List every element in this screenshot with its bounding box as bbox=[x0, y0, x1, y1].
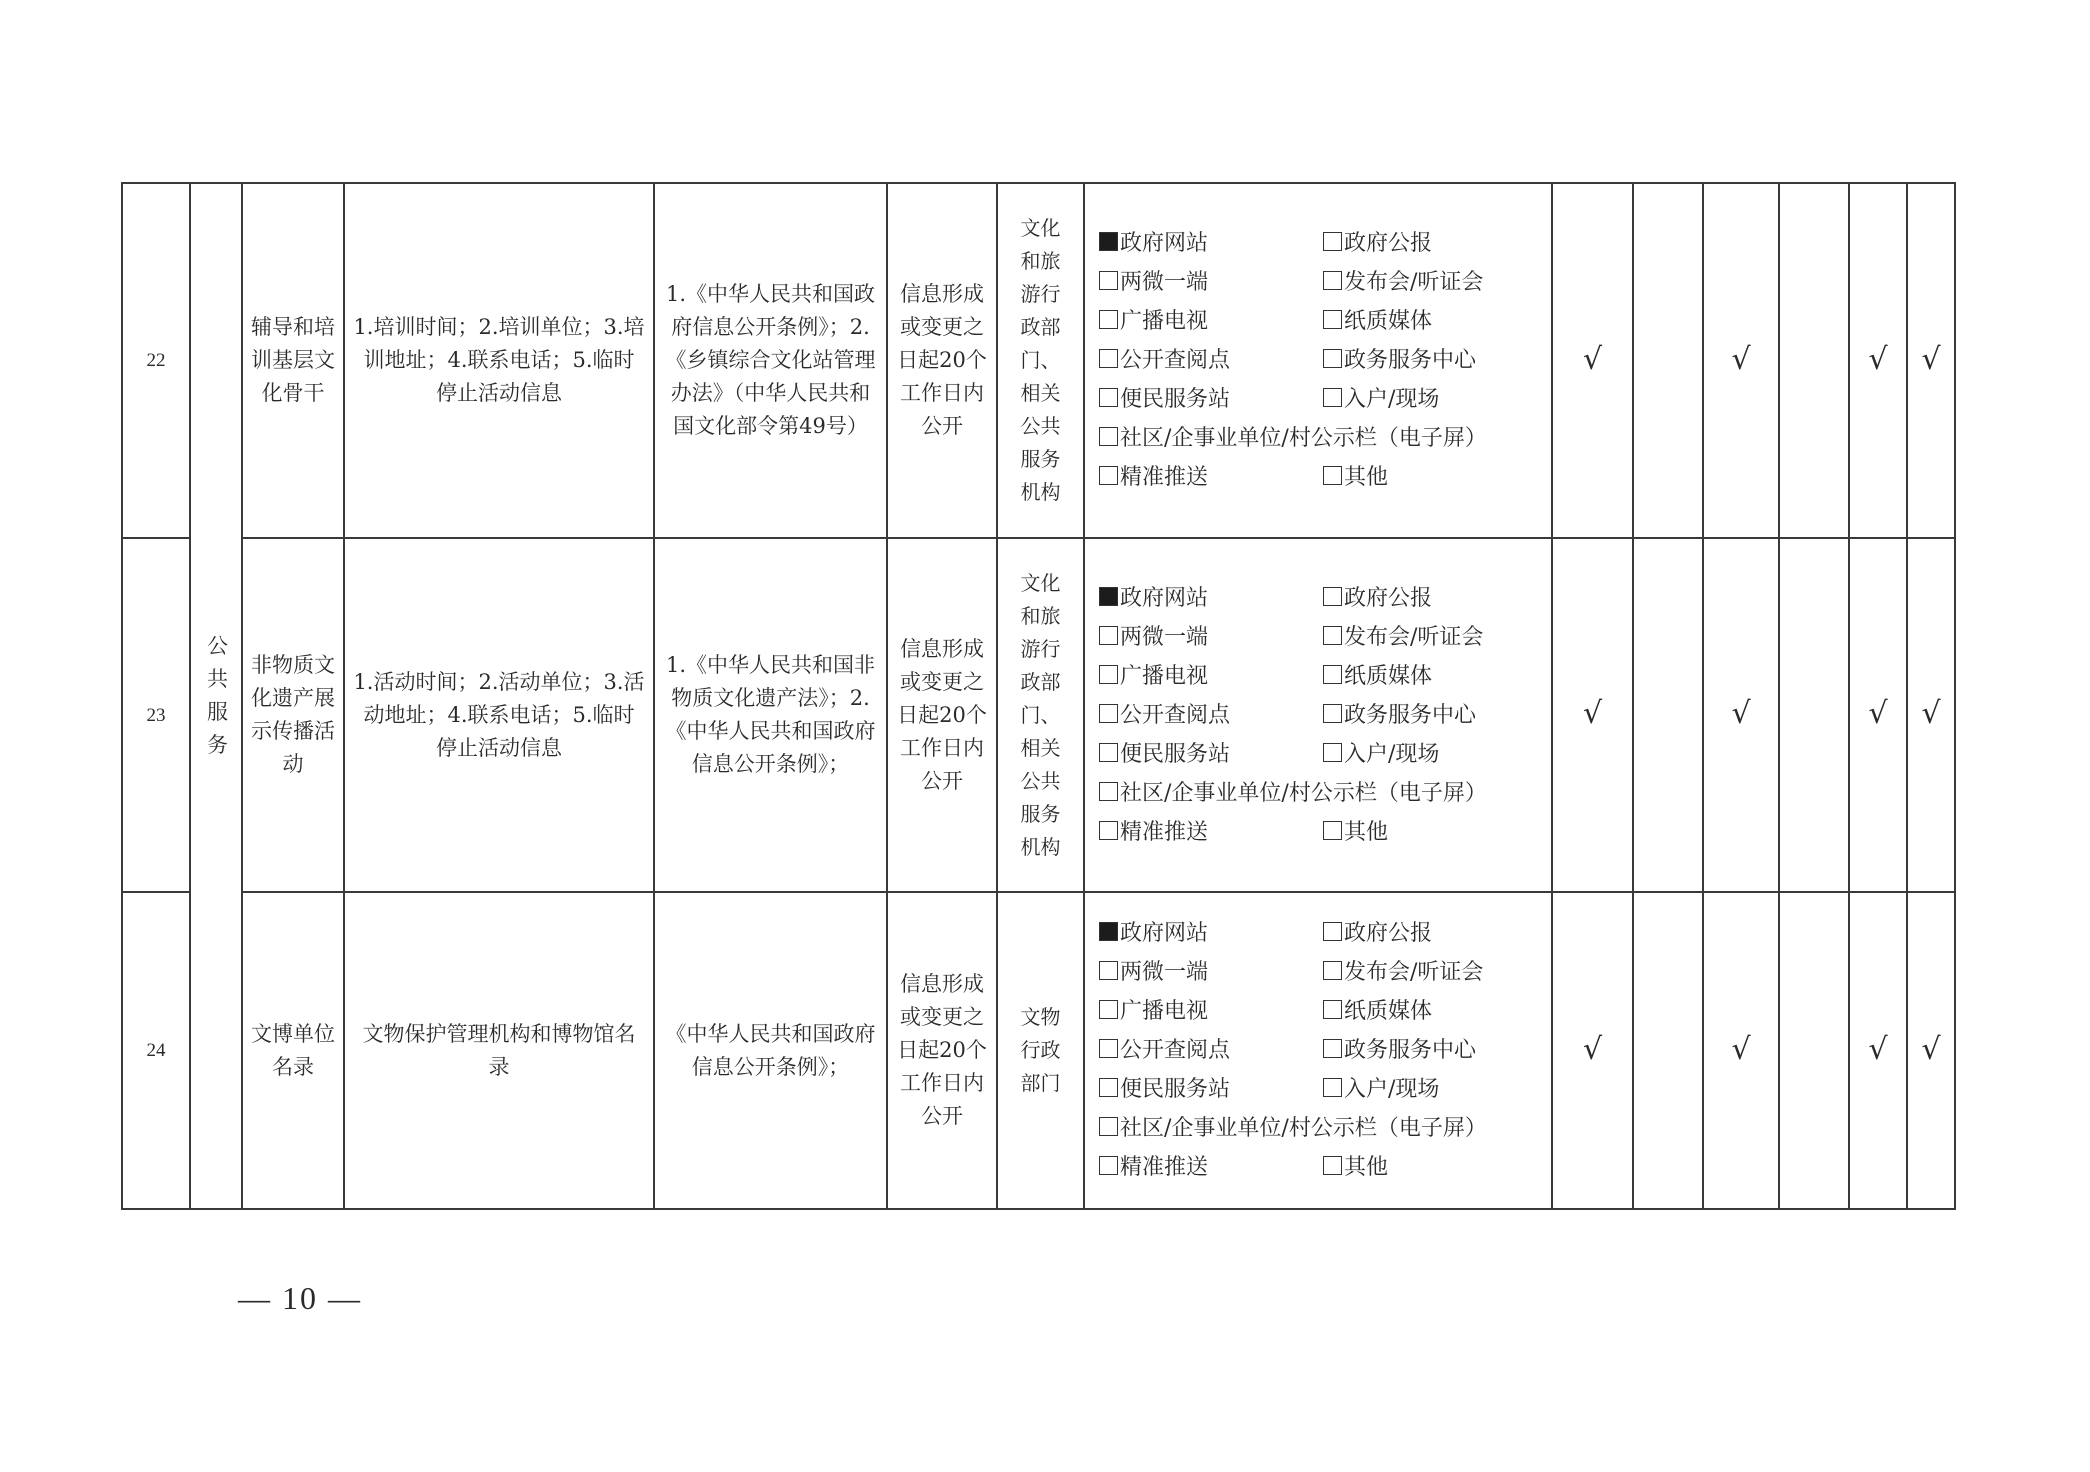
checkbox-icon bbox=[1099, 1117, 1118, 1136]
checkmark-icon: √ bbox=[1731, 1031, 1751, 1067]
item-content: 文物保护管理机构和博物馆名录 bbox=[344, 892, 654, 1209]
channel-item: 社区/企事业单位/村公示栏（电子屏） bbox=[1099, 774, 1543, 813]
checkbox-icon bbox=[1323, 1039, 1342, 1058]
channel-item: 公开查阅点 bbox=[1099, 341, 1323, 380]
checkmark-icon: √ bbox=[1582, 341, 1603, 377]
channel-item: 便民服务站 bbox=[1099, 735, 1323, 774]
checkmark-icon: √ bbox=[1731, 341, 1751, 377]
channel-item: 公开查阅点 bbox=[1099, 1031, 1323, 1070]
channel-item: 社区/企事业单位/村公示栏（电子屏） bbox=[1099, 419, 1543, 458]
category-cell: 公共服务 bbox=[190, 183, 242, 1209]
table-row bbox=[122, 892, 1955, 1209]
channel-item: 精准推送 bbox=[1099, 1148, 1323, 1187]
empty-cell bbox=[1633, 538, 1703, 892]
channel-item: 发布会/听证会 bbox=[1323, 263, 1547, 302]
checkbox-icon bbox=[1323, 665, 1342, 684]
channel-item: 纸质媒体 bbox=[1323, 657, 1547, 696]
checkbox-icon bbox=[1323, 743, 1342, 762]
responsible-department: 文物行政部门 bbox=[997, 892, 1084, 1209]
checkbox-icon bbox=[1099, 1039, 1118, 1058]
page-number: — 10 — bbox=[238, 1280, 362, 1316]
checkbox-icon bbox=[1099, 1156, 1118, 1175]
disclosure-timing: 信息形成或变更之日起20个工作日内公开 bbox=[887, 538, 997, 892]
tick-cell bbox=[1703, 538, 1779, 892]
channel-item: 政府公报 bbox=[1323, 224, 1547, 263]
checkbox-icon bbox=[1323, 704, 1342, 723]
legal-basis: 1.《中华人民共和国政府信息公开条例》；2.《乡镇综合文化站管理办法》（中华人民共和国文化部令第49号） bbox=[654, 183, 887, 538]
channel-item: 精准推送 bbox=[1099, 813, 1323, 852]
channel-item: 入户/现场 bbox=[1323, 380, 1547, 419]
channel-item: 两微一端 bbox=[1099, 953, 1323, 992]
responsible-department: 文化和旅游行政部门、相关公共服务机构 bbox=[997, 538, 1084, 892]
item-name: 非物质文化遗产展示传播活动 bbox=[242, 538, 344, 892]
tick-cell bbox=[1703, 892, 1779, 1209]
empty-cell bbox=[1633, 183, 1703, 538]
checkmark-icon: √ bbox=[1921, 341, 1941, 377]
checkmark-icon: √ bbox=[1921, 1031, 1941, 1067]
empty-cell bbox=[1633, 892, 1703, 1209]
checkbox-icon bbox=[1323, 310, 1342, 329]
item-name: 文博单位名录 bbox=[242, 892, 344, 1209]
tick-cell bbox=[1849, 892, 1907, 1209]
checked-box-icon bbox=[1099, 587, 1118, 606]
checkbox-icon bbox=[1099, 743, 1118, 762]
responsible-department: 文化和旅游行政部门、相关公共服务机构 bbox=[997, 183, 1084, 538]
channel-item: 两微一端 bbox=[1099, 263, 1323, 302]
checkbox-icon bbox=[1099, 310, 1118, 329]
channel-item: 政务服务中心 bbox=[1323, 1031, 1547, 1070]
checkbox-icon bbox=[1099, 466, 1118, 485]
channel-item: 便民服务站 bbox=[1099, 1070, 1323, 1109]
checkbox-icon bbox=[1099, 782, 1118, 801]
channels-cell bbox=[1084, 538, 1552, 892]
checkbox-icon bbox=[1099, 1078, 1118, 1097]
legal-basis: 1.《中华人民共和国非物质文化遗产法》；2.《中华人民共和国政府信息公开条例》； bbox=[654, 538, 887, 892]
checkbox-icon bbox=[1323, 922, 1342, 941]
channel-item: 政府公报 bbox=[1323, 579, 1547, 618]
checkmark-icon: √ bbox=[1582, 1031, 1603, 1067]
channel-item: 入户/现场 bbox=[1323, 735, 1547, 774]
checked-box-icon bbox=[1099, 232, 1118, 251]
channel-item: 纸质媒体 bbox=[1323, 302, 1547, 341]
channel-item: 纸质媒体 bbox=[1323, 992, 1547, 1031]
tick-cell bbox=[1849, 183, 1907, 538]
checkbox-icon bbox=[1099, 388, 1118, 407]
checkbox-icon bbox=[1323, 626, 1342, 645]
checkbox-icon bbox=[1323, 466, 1342, 485]
channel-item: 政府网站 bbox=[1099, 224, 1323, 263]
checkbox-icon bbox=[1323, 1078, 1342, 1097]
checkbox-icon bbox=[1323, 232, 1342, 251]
channel-item: 发布会/听证会 bbox=[1323, 618, 1547, 657]
item-content: 1.培训时间；2.培训单位；3.培训地址；4.联系电话；5.临时停止活动信息 bbox=[344, 183, 654, 538]
tick-cell bbox=[1552, 892, 1633, 1209]
checkbox-icon bbox=[1099, 271, 1118, 290]
tick-cell bbox=[1703, 183, 1779, 538]
channel-item: 其他 bbox=[1323, 813, 1547, 852]
channels-cell bbox=[1084, 183, 1552, 538]
checkmark-icon: √ bbox=[1921, 696, 1941, 731]
channel-item: 广播电视 bbox=[1099, 992, 1323, 1031]
channel-item: 广播电视 bbox=[1099, 657, 1323, 696]
channel-item: 公开查阅点 bbox=[1099, 696, 1323, 735]
channel-item: 发布会/听证会 bbox=[1323, 953, 1547, 992]
tick-cell bbox=[1552, 538, 1633, 892]
tick-cell bbox=[1552, 183, 1633, 538]
checkbox-icon bbox=[1099, 1000, 1118, 1019]
checkbox-icon bbox=[1323, 1000, 1342, 1019]
disclosure-timing: 信息形成或变更之日起20个工作日内公开 bbox=[887, 892, 997, 1209]
disclosure-timing: 信息形成或变更之日起20个工作日内公开 bbox=[887, 183, 997, 538]
disclosure-table bbox=[121, 182, 1956, 1210]
checkbox-icon bbox=[1323, 271, 1342, 290]
channel-item: 便民服务站 bbox=[1099, 380, 1323, 419]
checkbox-icon bbox=[1099, 821, 1118, 840]
checkbox-icon bbox=[1099, 427, 1118, 446]
row-number: 23 bbox=[122, 538, 190, 892]
tick-cell bbox=[1849, 538, 1907, 892]
checkbox-icon bbox=[1323, 821, 1342, 840]
channel-item: 两微一端 bbox=[1099, 618, 1323, 657]
checkbox-icon bbox=[1099, 626, 1118, 645]
item-name: 辅导和培训基层文化骨干 bbox=[242, 183, 344, 538]
checkbox-icon bbox=[1323, 388, 1342, 407]
checkmark-icon: √ bbox=[1582, 696, 1603, 731]
channels-list bbox=[1093, 914, 1543, 1187]
checkbox-icon bbox=[1323, 1156, 1342, 1175]
table-row bbox=[122, 183, 1955, 538]
checkbox-icon bbox=[1323, 961, 1342, 980]
item-content: 1.活动时间；2.活动单位；3.活动地址；4.联系电话；5.临时停止活动信息 bbox=[344, 538, 654, 892]
tick-cell bbox=[1907, 538, 1955, 892]
checkbox-icon bbox=[1099, 349, 1118, 368]
channel-item: 其他 bbox=[1323, 1148, 1547, 1187]
channel-item: 政府公报 bbox=[1323, 914, 1547, 953]
channel-item: 政府网站 bbox=[1099, 579, 1323, 618]
channel-item: 政务服务中心 bbox=[1323, 341, 1547, 380]
row-number: 24 bbox=[122, 892, 190, 1209]
channel-item: 其他 bbox=[1323, 458, 1547, 497]
checkmark-icon: √ bbox=[1868, 341, 1888, 377]
checkbox-icon bbox=[1099, 665, 1118, 684]
channel-item: 政府网站 bbox=[1099, 914, 1323, 953]
checkmark-icon: √ bbox=[1868, 1031, 1888, 1067]
channel-item: 入户/现场 bbox=[1323, 1070, 1547, 1109]
checkmark-icon: √ bbox=[1731, 696, 1751, 731]
checkbox-icon bbox=[1323, 587, 1342, 606]
channel-item: 社区/企事业单位/村公示栏（电子屏） bbox=[1099, 1109, 1543, 1148]
empty-cell bbox=[1779, 538, 1849, 892]
tick-cell bbox=[1907, 183, 1955, 538]
table-row bbox=[122, 538, 1955, 892]
tick-cell bbox=[1907, 892, 1955, 1209]
checkmark-icon: √ bbox=[1868, 696, 1888, 731]
checkbox-icon bbox=[1099, 704, 1118, 723]
row-number: 22 bbox=[122, 183, 190, 538]
channel-item: 政务服务中心 bbox=[1323, 696, 1547, 735]
empty-cell bbox=[1779, 183, 1849, 538]
channel-item: 广播电视 bbox=[1099, 302, 1323, 341]
channels-list bbox=[1093, 224, 1543, 497]
checkbox-icon bbox=[1323, 349, 1342, 368]
channel-item: 精准推送 bbox=[1099, 458, 1323, 497]
legal-basis: 《中华人民共和国政府信息公开条例》； bbox=[654, 892, 887, 1209]
channels-cell bbox=[1084, 892, 1552, 1209]
checked-box-icon bbox=[1099, 922, 1118, 941]
empty-cell bbox=[1779, 892, 1849, 1209]
channels-list bbox=[1093, 579, 1543, 852]
checkbox-icon bbox=[1099, 961, 1118, 980]
